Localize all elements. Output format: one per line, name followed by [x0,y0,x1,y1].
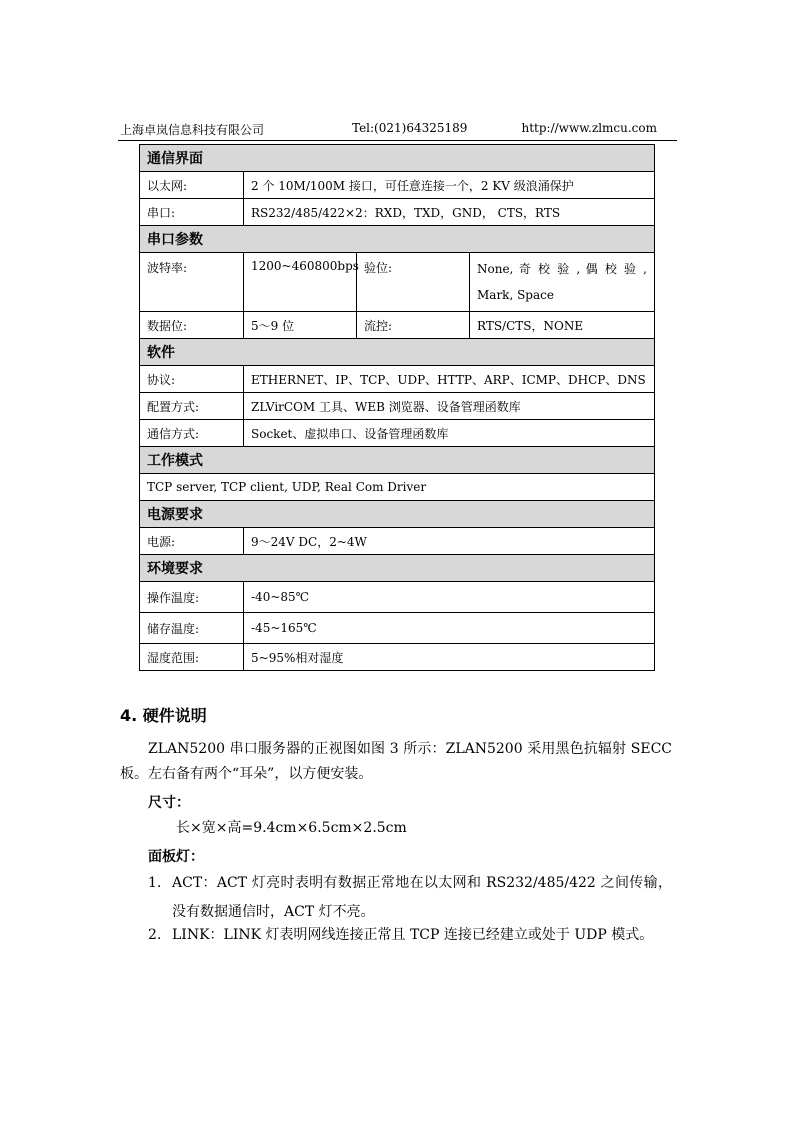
list-number: 1. [148,875,162,891]
size-value: 长×宽×高=9.4cm×6.5cm×2.5cm [176,820,407,836]
page-header [120,121,677,137]
company-name: 上海卓岚信息科技有限公司 [120,123,265,137]
cell-value: ZLVirCOM 工具、WEB 浏览器、设备管理函数库 [244,393,655,420]
cell-label: 数据位: [140,312,244,339]
cell-value: 1200~460800bps [244,253,357,312]
table-row [140,644,655,671]
cell-label: 电源: [140,528,244,555]
cell-label: 配置方式: [140,393,244,420]
section-title: 工作模式 [140,447,655,474]
list-item [148,921,672,950]
cell-label: 通信方式: [140,420,244,447]
cell-label: 协议: [140,366,244,393]
cell-label: 操作温度: [140,582,244,613]
cell-label: 储存温度: [140,613,244,644]
parity-value: None, 奇 校 验 , 偶 校 验 , Mark, Space [477,262,647,302]
header-rule [118,140,677,141]
cell-value: ETHERNET、IP、TCP、UDP、HTTP、ARP、ICMP、DHCP、DNS [244,366,655,393]
section-heading: 4. 硬件说明 [120,706,207,725]
table-row [140,312,655,339]
cell-value: 5~95%相对湿度 [244,644,655,671]
table-row [140,582,655,613]
cell-label: 流控: [357,312,470,339]
intro-paragraph: ZLAN5200 串口服务器的正视图如图 3 所示：ZLAN5200 采用黑色抗辐射 SECC 板。左右备有两个“耳朵”，以方便安装。 [120,741,672,782]
list-number: 2. [148,927,162,943]
cell-value: -40~85℃ [244,582,655,613]
section-title: 通信界面 [140,145,655,172]
size-heading: 尺寸： [148,795,190,811]
section-title: 电源要求 [140,501,655,528]
table-row [140,528,655,555]
section-title: 软件 [140,339,655,366]
cell-value: RS232/485/422×2：RXD，TXD，GND， CTS，RTS [244,199,655,226]
table-row [140,199,655,226]
website-url: http://www.zlmcu.com [521,121,657,135]
telephone: Tel:(021)64325189 [352,121,468,135]
cell-label: 串口: [140,199,244,226]
section-row [140,501,655,528]
table-row [140,613,655,644]
cell-value: TCP server, TCP client, UDP, Real Com Driver [140,474,655,501]
section-row [140,555,655,582]
spec-table [139,144,655,671]
cell-value: -45~165℃ [244,613,655,644]
section-row [140,447,655,474]
panel-heading: 面板灯： [148,849,204,865]
list-item [148,869,672,927]
table-row [140,366,655,393]
section-row [140,339,655,366]
cell-value: RTS/CTS，NONE [470,312,655,339]
section-title: 串口参数 [140,226,655,253]
section-row [140,145,655,172]
cell-label: 验位: [357,253,470,312]
section-title: 环境要求 [140,555,655,582]
cell-value: 5～9 位 [244,312,357,339]
cell-value [470,253,655,312]
table-row [140,474,655,501]
cell-label: 以太网: [140,172,244,199]
list-text: LINK：LINK 灯表明网线连接正常且 TCP 连接已经建立或处于 UDP 模式。 [172,927,654,943]
cell-value: 2 个 10M/100M 接口，可任意连接一个，2 KV 级浪涌保护 [244,172,655,199]
list-text: ACT：ACT 灯亮时表明有数据正常地在以太网和 RS232/485/422 之间传输，没有数据通信时，ACT 灯不亮。 [172,875,672,920]
table-row [140,393,655,420]
cell-value: 9～24V DC，2~4W [244,528,655,555]
section-row [140,226,655,253]
cell-value: Socket、虚拟串口、设备管理函数库 [244,420,655,447]
cell-label: 波特率: [140,253,244,312]
table-row [140,420,655,447]
cell-label: 湿度范围: [140,644,244,671]
table-row [140,253,655,312]
table-row [140,172,655,199]
